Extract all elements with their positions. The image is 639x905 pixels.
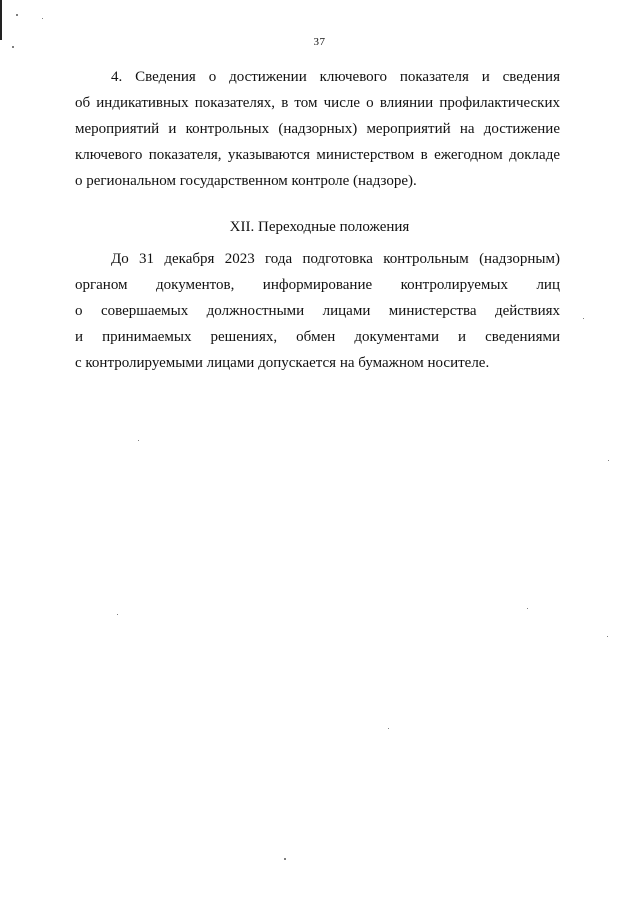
scan-speck — [138, 440, 139, 441]
paragraph-line: с контролируемыми лицами допускается на бумажном носителе. — [75, 355, 490, 371]
paragraph-line: 4. Сведения о достижении ключевого показателя и сведения — [111, 69, 560, 85]
scan-speck — [284, 858, 286, 860]
scan-speck — [607, 636, 608, 637]
scan-speck — [388, 728, 389, 729]
paragraph-line: мероприятий и контрольных (надзорных) мероприятий на достижение — [75, 121, 560, 137]
scan-speck — [16, 14, 18, 16]
page-number: 37 — [313, 36, 326, 48]
paragraph-line: органом документов, информирование контролируемых лиц — [75, 277, 560, 293]
paragraph-4 — [75, 64, 560, 194]
section-heading: XII. Переходные положения — [229, 219, 410, 235]
paragraph-line: о совершаемых должностными лицами министерства действиях — [75, 303, 560, 319]
scan-speck — [42, 18, 43, 19]
scan-speck — [527, 608, 528, 609]
scan-speck — [117, 614, 118, 615]
scan-speck — [583, 318, 584, 319]
scan-speck — [608, 460, 609, 461]
paragraph-line: ключевого показателя, указываются министерством в ежегодном докладе — [75, 147, 560, 163]
transitional-provisions-paragraph — [75, 246, 560, 376]
scan-edge-mark — [0, 0, 2, 40]
paragraph-line: До 31 декабря 2023 года подготовка контрольным (надзорным) — [111, 251, 560, 267]
paragraph-line: об индикативных показателях, в том числе о влиянии профилактических — [75, 95, 560, 111]
paragraph-line: о региональном государственном контроле (надзоре). — [75, 173, 417, 189]
paragraph-line: и принимаемых решениях, обмен документами и сведениями — [75, 329, 560, 345]
